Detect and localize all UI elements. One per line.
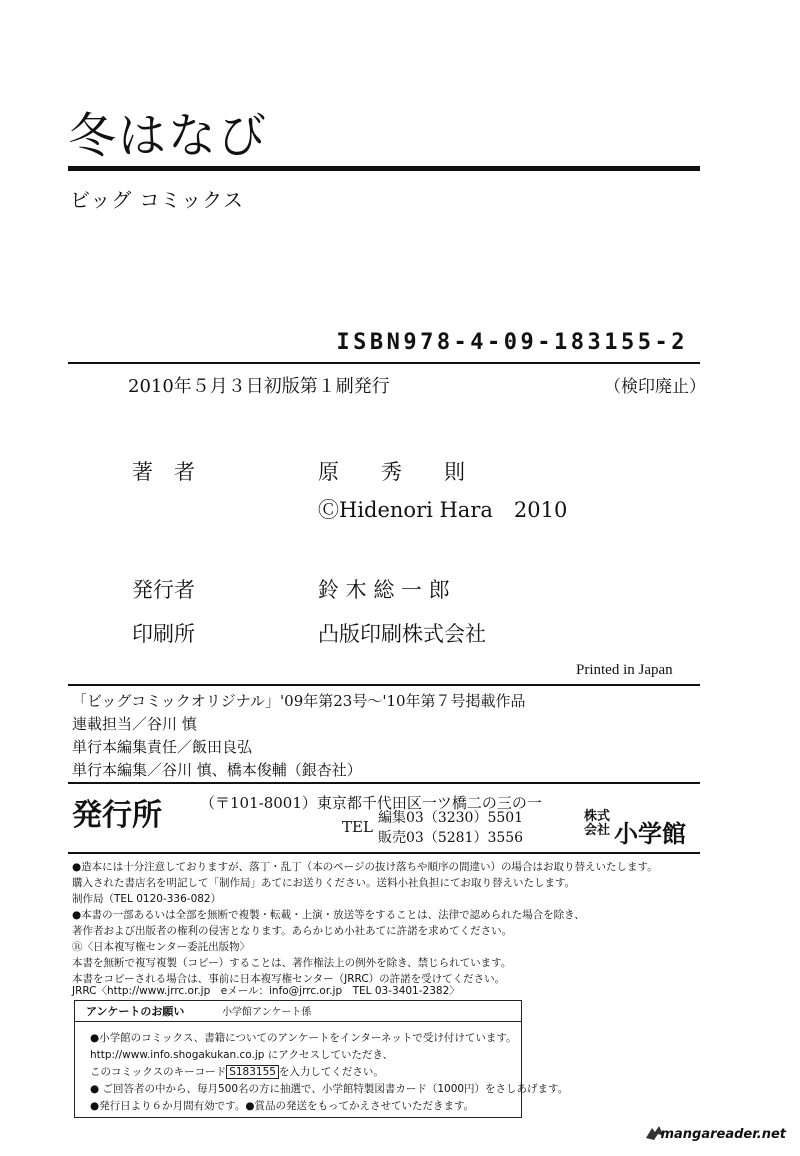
survey-line: http://www.info.shogakukan.co.jp にアクセスしていただき、 <box>90 1049 394 1061</box>
title-rule <box>68 166 700 171</box>
isbn: ISBN978-4-09-183155-2 <box>336 330 688 355</box>
tel-edit: 編集03（3230）5501 <box>378 810 524 826</box>
book-title: 冬はなび <box>68 108 269 164</box>
survey-title: アンケートのお願い <box>86 1005 185 1018</box>
kaisha-mark <box>584 810 610 838</box>
notice-line: Ⓡ〈日本複写権センター委託出版物〉 <box>72 941 251 953</box>
notice-line: 本書をコピーされる場合は、事前に日本複写権センター（JRRC）の許諾を受けてください。 <box>72 973 506 985</box>
notice-line: ●造本には十分注意しておりますが、落丁・乱丁（本のページの抜け落ちや順序の間違い）の場合はお取り替えいたします。 <box>72 861 658 873</box>
publisher-address: （〒101-8001）東京都千代田区一ツ橋二の三の一 <box>200 794 542 812</box>
tel-label: TEL <box>342 818 373 836</box>
publisher-rule <box>68 852 700 854</box>
survey-keycode-post: を入力してください。 <box>278 1066 384 1078</box>
isbn-rule <box>68 362 700 364</box>
author-label: 著 者 <box>132 460 195 484</box>
survey-line: ●小学館のコミックス、書籍についてのアンケートをインターネットで受け付けています。 <box>90 1032 517 1044</box>
serialization-line: 「ビッグコミックオリジナル」'09年第23号〜'10年第７号掲載作品 <box>72 692 526 710</box>
notice-line: 制作局（TEL 0120-336-082） <box>72 893 222 905</box>
watermark: mangareader.net <box>660 1127 786 1142</box>
keycode: S183155 <box>226 1065 279 1079</box>
tel-sales: 販売03（5281）3556 <box>378 830 524 846</box>
kaisha-top: 株式 <box>584 809 611 824</box>
notice-line: JRRC〈http://www.jrrc.or.jp eメール：info@jrrc.or.jp TEL 03-3401-2382〉 <box>72 985 460 997</box>
survey-subtitle: 小学館アンケート係 <box>222 1007 312 1018</box>
publisher-person-label: 発行者 <box>132 578 195 602</box>
publisher-name: 小学館 <box>614 820 686 848</box>
credits-rule <box>68 684 700 686</box>
survey-line <box>90 1064 384 1079</box>
book-editor-line: 単行本編集／谷川 慎、橋本俊輔（銀杏社） <box>72 761 362 779</box>
survey-rule <box>74 1021 522 1022</box>
editor-line: 連載担当／谷川 慎 <box>72 715 197 733</box>
edition-date: 2010年５月３日初版第１刷発行 <box>128 376 390 397</box>
survey-line: ● ご回答者の中から、毎月500名の方に抽選で、小学館特製図書カード（1000円）をさしあげます。 <box>90 1083 569 1095</box>
chief-editor-line: 単行本編集責任／飯田良弘 <box>72 738 253 756</box>
publisher-label: 発行所 <box>72 798 162 833</box>
notice-line: 購入された書店名を明記して「制作局」あてにお送りください。送料小社負担にてお取り替えいたします。 <box>72 877 576 889</box>
survey-line: ●発行日より６か月間有効です。●賞品の発送をもってかえさせていただきます。 <box>90 1100 475 1112</box>
notice-line: 本書を無断で複写複製（コピー）することは、著作権法上の例外を除き、禁じられています。 <box>72 957 512 969</box>
kaisha-bottom: 会社 <box>584 823 611 838</box>
tel-numbers <box>378 808 523 848</box>
info-rule <box>68 782 700 784</box>
stamp-note: （検印廃止） <box>604 377 706 397</box>
printer-name: 凸版印刷株式会社 <box>318 622 486 646</box>
series-name: ビッグ コミックス <box>70 188 244 212</box>
printer-label: 印刷所 <box>132 622 195 646</box>
author-name: 原 秀 則 <box>318 460 465 484</box>
notice-line: 著作者および出版者の権利の侵害となります。あらかじめ小社あてに許諾を求めてください。 <box>72 925 513 937</box>
copyright: ⒸHidenori Hara 2010 <box>318 498 568 522</box>
publisher-person-name: 鈴 木 総 一 郎 <box>318 578 450 602</box>
notice-line: ●本書の一部あるいは全部を無断で複製・転載・上演・放送等をすることは、法律で認められた場合を除き、 <box>72 909 585 921</box>
survey-keycode-pre: このコミックスのキーコード <box>90 1066 227 1078</box>
printed-in: Printed in Japan <box>576 662 673 678</box>
